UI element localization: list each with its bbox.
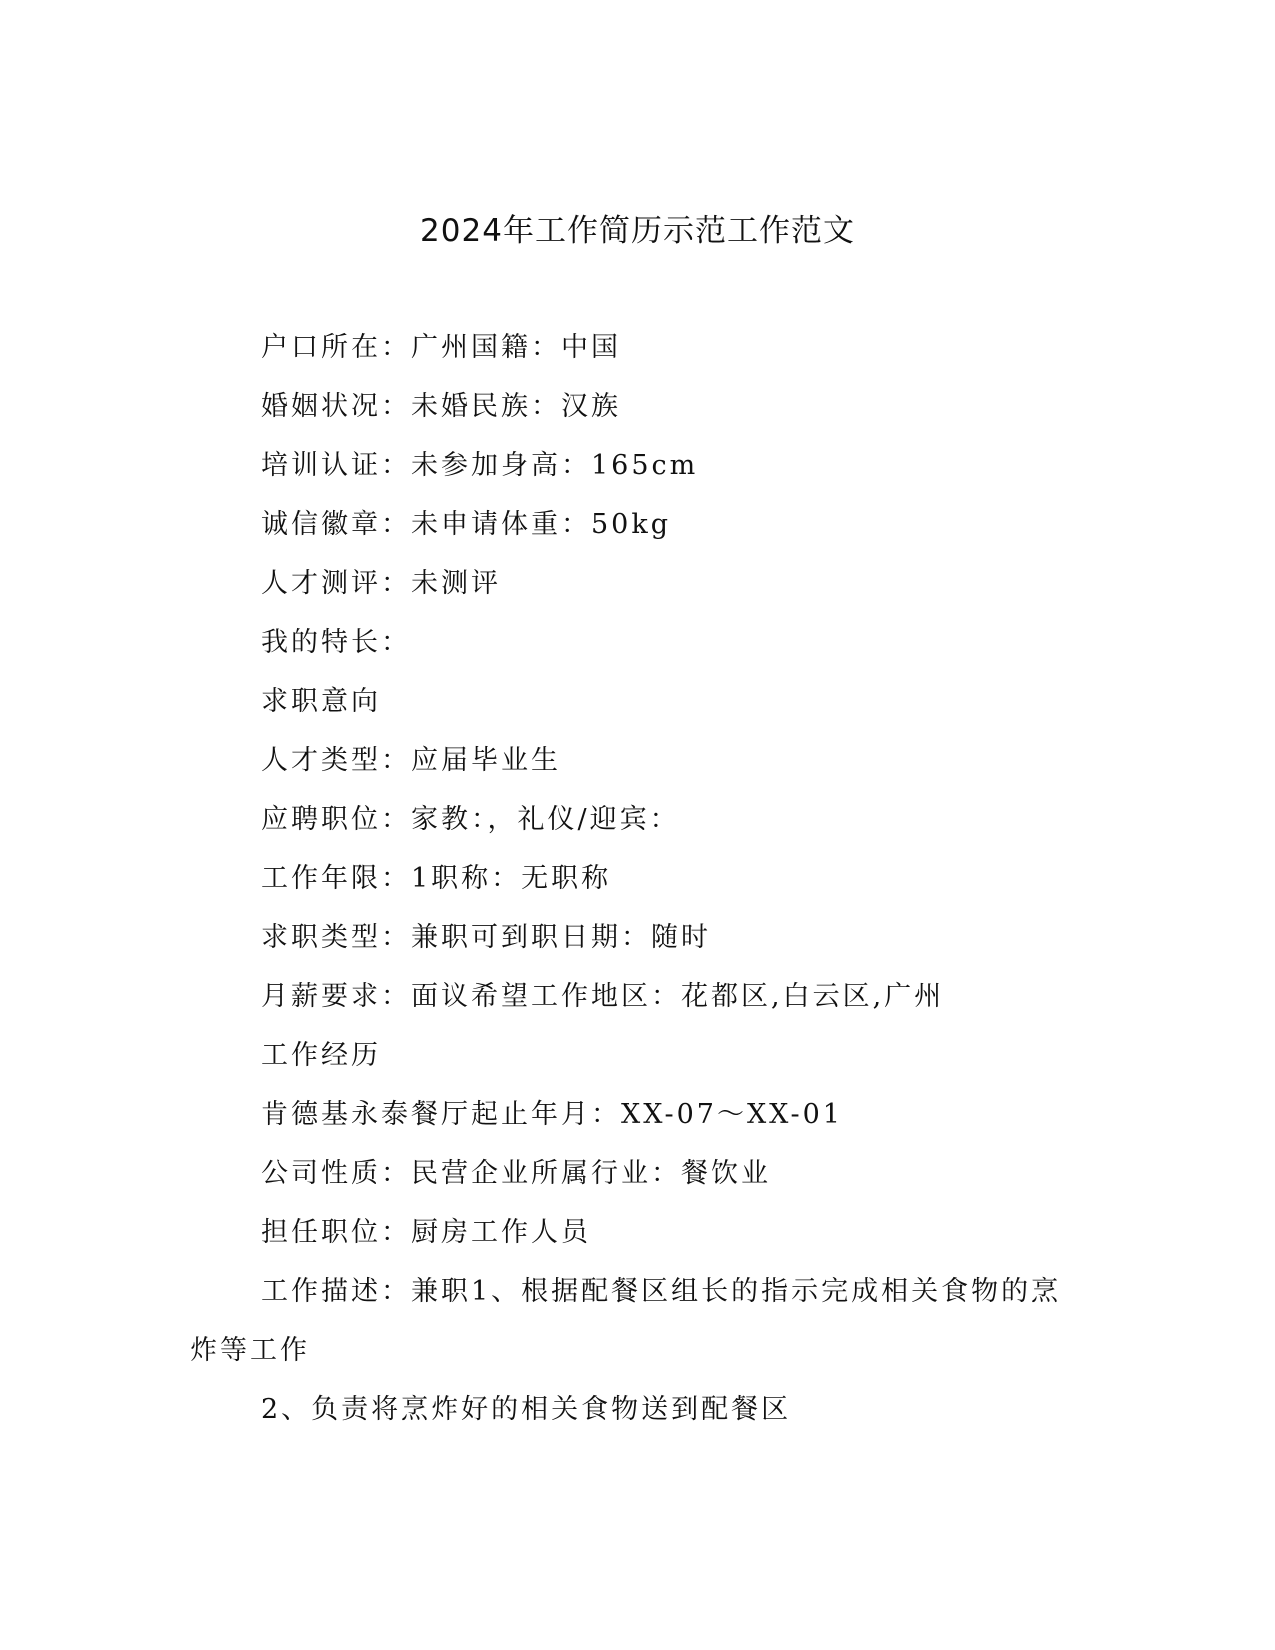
document-body bbox=[190, 318, 1090, 1439]
section-work-experience: 工作经历 bbox=[261, 1040, 381, 1071]
line-position-held: 担任职位：厨房工作人员 bbox=[261, 1217, 591, 1248]
line-applied-position: 应聘职位：家教：，礼仪/迎宾： bbox=[261, 804, 680, 835]
section-job-intention: 求职意向 bbox=[261, 686, 381, 717]
line-talent-assessment: 人才测评：未测评 bbox=[261, 568, 501, 599]
line-specialty: 我的特长： bbox=[261, 627, 411, 658]
line-credit-badge: 诚信徽章：未申请体重：50kg bbox=[261, 509, 672, 540]
document-title: 2024年工作简历示范工作范文 bbox=[420, 213, 855, 249]
line-company-type: 公司性质：民营企业所属行业：餐饮业 bbox=[261, 1158, 771, 1189]
line-talent-type: 人才类型：应届毕业生 bbox=[261, 745, 561, 776]
line-job-type: 求职类型：兼职可到职日期：随时 bbox=[261, 922, 711, 953]
line-hukou: 户口所在：广州国籍：中国 bbox=[261, 332, 621, 363]
line-marital-status: 婚姻状况：未婚民族：汉族 bbox=[261, 391, 621, 422]
line-training-cert: 培训认证：未参加身高：165cm bbox=[261, 450, 699, 481]
line-work-years: 工作年限：1职称：无职称 bbox=[261, 863, 612, 894]
line-job-description: 工作描述：兼职1、根据配餐区组长的指示完成相关食物的烹炸等工作 bbox=[190, 1276, 1062, 1366]
line-salary: 月薪要求：面议希望工作地区：花都区,白云区,广州 bbox=[261, 981, 945, 1012]
line-job-description-2: 2、负责将烹炸好的相关食物送到配餐区 bbox=[261, 1394, 792, 1425]
line-employer: 肯德基永泰餐厅起止年月：XX-07～XX-01 bbox=[261, 1099, 843, 1130]
